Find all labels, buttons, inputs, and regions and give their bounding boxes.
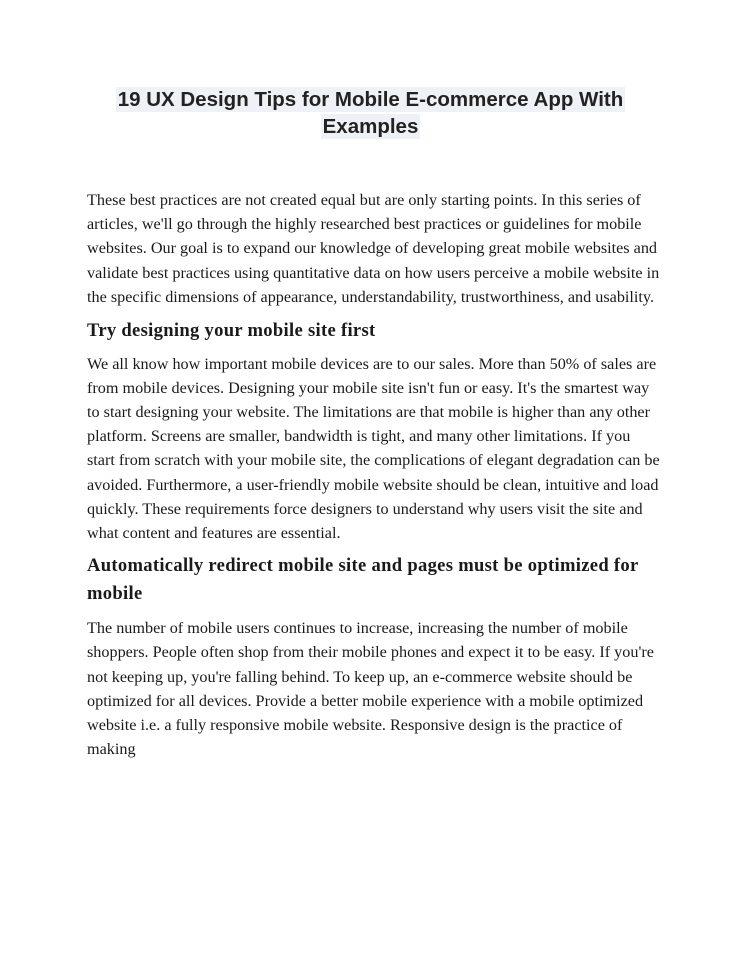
section-heading-mobile-first: Try designing your mobile site first bbox=[87, 320, 376, 342]
section-heading-redirect: Automatically redirect mobile site and pages must be optimized for mobile bbox=[87, 555, 639, 604]
title-line-1: 19 UX Design Tips for Mobile E-commerce App With bbox=[117, 88, 624, 111]
page-title bbox=[0, 86, 741, 140]
title-line-2: Examples bbox=[322, 115, 419, 138]
intro-paragraph: These best practices are not created equal but are only starting points. In this series of articles, we'll go through the highly researched best practices or guidelines for mobile websites. Our goal is to expand our knowledge of developing great mobile websites and validate best practices using quantitative data on how users perceive a mobile website in the specific dimensions of appearance, understandability, trustworthiness, and usability. bbox=[87, 191, 660, 306]
article-body bbox=[87, 188, 662, 761]
section-body-mobile-first: We all know how important mobile devices are to our sales. More than 50% of sales are from mobile devices. Designing your mobile site isn't fun or easy. It's the smartest way to start designing your website. The limitations are that mobile is higher than any other platform. Screens are smaller, bandwidth is tight, and many other limitations. If you start from scratch with your mobile site, the complications of elegant degradation can be avoided. Furthermore, a user-friendly mobile website should be clean, intuitive and load quickly. These requirements force designers to understand why users visit the site and what content and features are essential. bbox=[87, 354, 660, 542]
section-body-redirect: The number of mobile users continues to increase, increasing the number of mobile shoppers. People often shop from their mobile phones and expect it to be easy. If you're not keeping up, you're falling behind. To keep up, an e-commerce website should be optimized for all devices. Provide a better mobile experience with a mobile optimized website i.e. a fully responsive mobile website. Responsive design is the practice of making bbox=[87, 619, 654, 759]
